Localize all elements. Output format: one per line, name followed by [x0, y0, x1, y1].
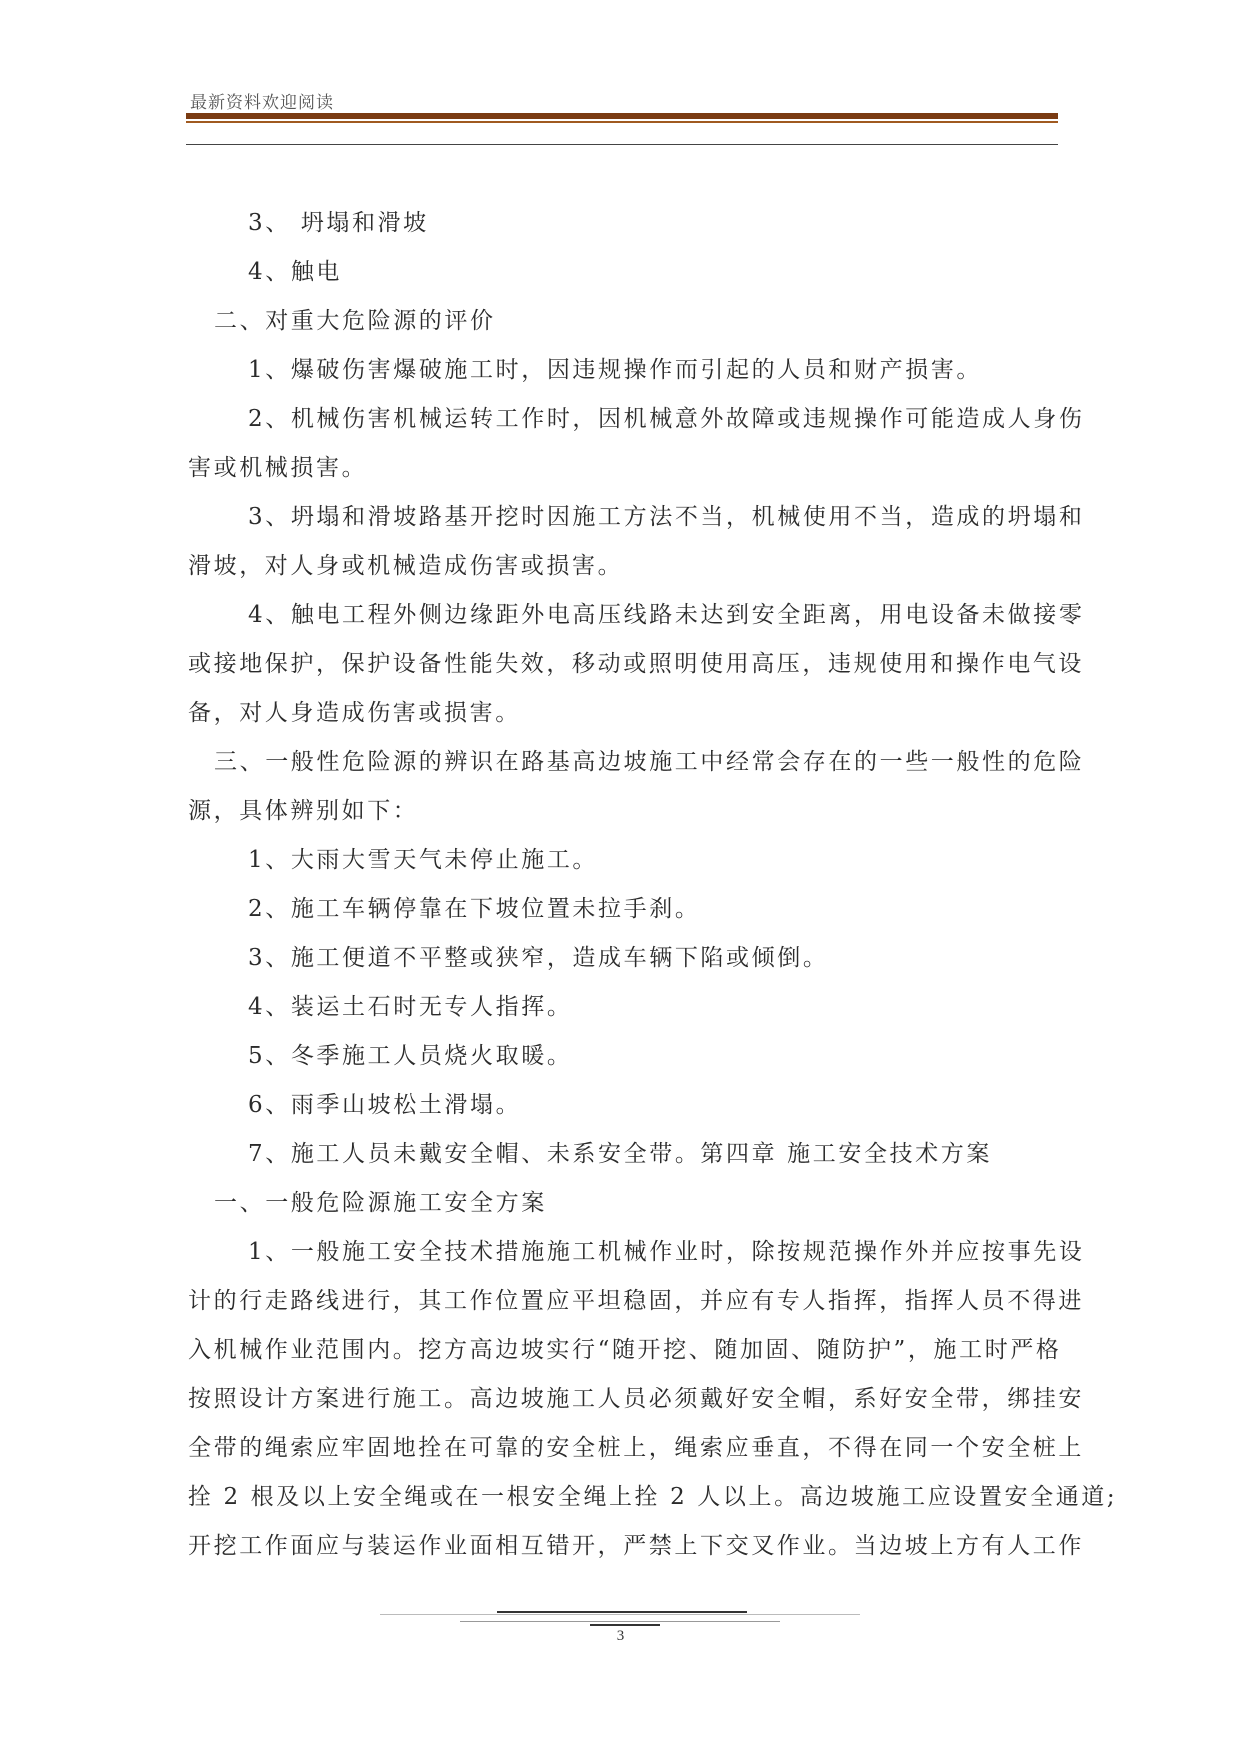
- footer-rule: [497, 1611, 747, 1613]
- text-line: 3、坍塌和滑坡路基开挖时因施工方法不当，机械使用不当，造成的坍塌和: [248, 504, 1085, 530]
- header-rule-mid: [186, 121, 1058, 123]
- text-line: 拴 2 根及以上安全绳或在一根安全绳上拴 2 人以上。高边坡施工应设置安全通道;: [188, 1484, 1118, 1510]
- text-line: 开挖工作面应与装运作业面相互错开，严禁上下交叉作业。当边坡上方有人工作: [188, 1533, 1084, 1559]
- text-line: 2、机械伤害机械运转工作时，因机械意外故障或违规操作可能造成人身伤: [248, 406, 1085, 432]
- text-line: 按照设计方案进行施工。高边坡施工人员必须戴好安全帽，系好安全带，绑挂安: [188, 1386, 1084, 1412]
- section-heading: 一、一般危险源施工安全方案: [214, 1190, 547, 1216]
- header-text: 最新资料欢迎阅读: [190, 93, 334, 113]
- text-line: 3、施工便道不平整或狭窄，造成车辆下陷或倾倒。: [248, 945, 829, 971]
- text-line: 或接地保护，保护设备性能失效，移动或照明使用高压，违规使用和操作电气设: [188, 651, 1084, 677]
- text-line: 4、触电工程外侧边缘距外电高压线路未达到安全距离，用电设备未做接零: [248, 602, 1085, 628]
- text-line: 1、一般施工安全技术措施施工机械作业时，除按规范操作外并应按事先设: [248, 1239, 1085, 1265]
- text-line: 3、 坍塌和滑坡: [248, 210, 429, 236]
- header-rule-thin: [186, 144, 1058, 145]
- page-number: 3: [616, 1628, 625, 1644]
- text-line: 4、装运土石时无专人指挥。: [248, 994, 573, 1020]
- text-line: 害或机械损害。: [188, 455, 368, 481]
- header-rule-thick: [186, 113, 1058, 119]
- text-line: 源，具体辨别如下：: [188, 798, 419, 824]
- section-heading: 三、一般性危险源的辨识在路基高边坡施工中经常会存在的一些一般性的危险: [214, 749, 1085, 775]
- footer-rule: [590, 1624, 660, 1626]
- text-line: 计的行走路线进行，其工作位置应平坦稳固，并应有专人指挥，指挥人员不得进: [188, 1288, 1084, 1314]
- text-line: 入机械作业范围内。挖方高边坡实行“随开挖、随加固、随防护”，施工时严格: [188, 1337, 1062, 1363]
- footer-rule: [380, 1614, 860, 1615]
- text-line: 全带的绳索应牢固地拴在可靠的安全桩上，绳索应垂直，不得在同一个安全桩上: [188, 1435, 1084, 1461]
- text-line: 1、大雨大雪天气未停止施工。: [248, 847, 599, 873]
- text-line: 4、触电: [248, 259, 343, 285]
- section-heading: 二、对重大危险源的评价: [214, 308, 496, 334]
- text-line: 7、施工人员未戴安全帽、未系安全带。第四章 施工安全技术方案: [248, 1141, 992, 1167]
- text-line: 滑坡，对人身或机械造成伤害或损害。: [188, 553, 624, 579]
- text-line: 5、冬季施工人员烧火取暖。: [248, 1043, 573, 1069]
- text-line: 2、施工车辆停靠在下坡位置未拉手刹。: [248, 896, 701, 922]
- footer-rule: [460, 1621, 780, 1622]
- text-line: 1、爆破伤害爆破施工时，因违规操作而引起的人员和财产损害。: [248, 357, 983, 383]
- text-line: 备，对人身造成伤害或损害。: [188, 700, 521, 726]
- text-line: 6、雨季山坡松土滑塌。: [248, 1092, 522, 1118]
